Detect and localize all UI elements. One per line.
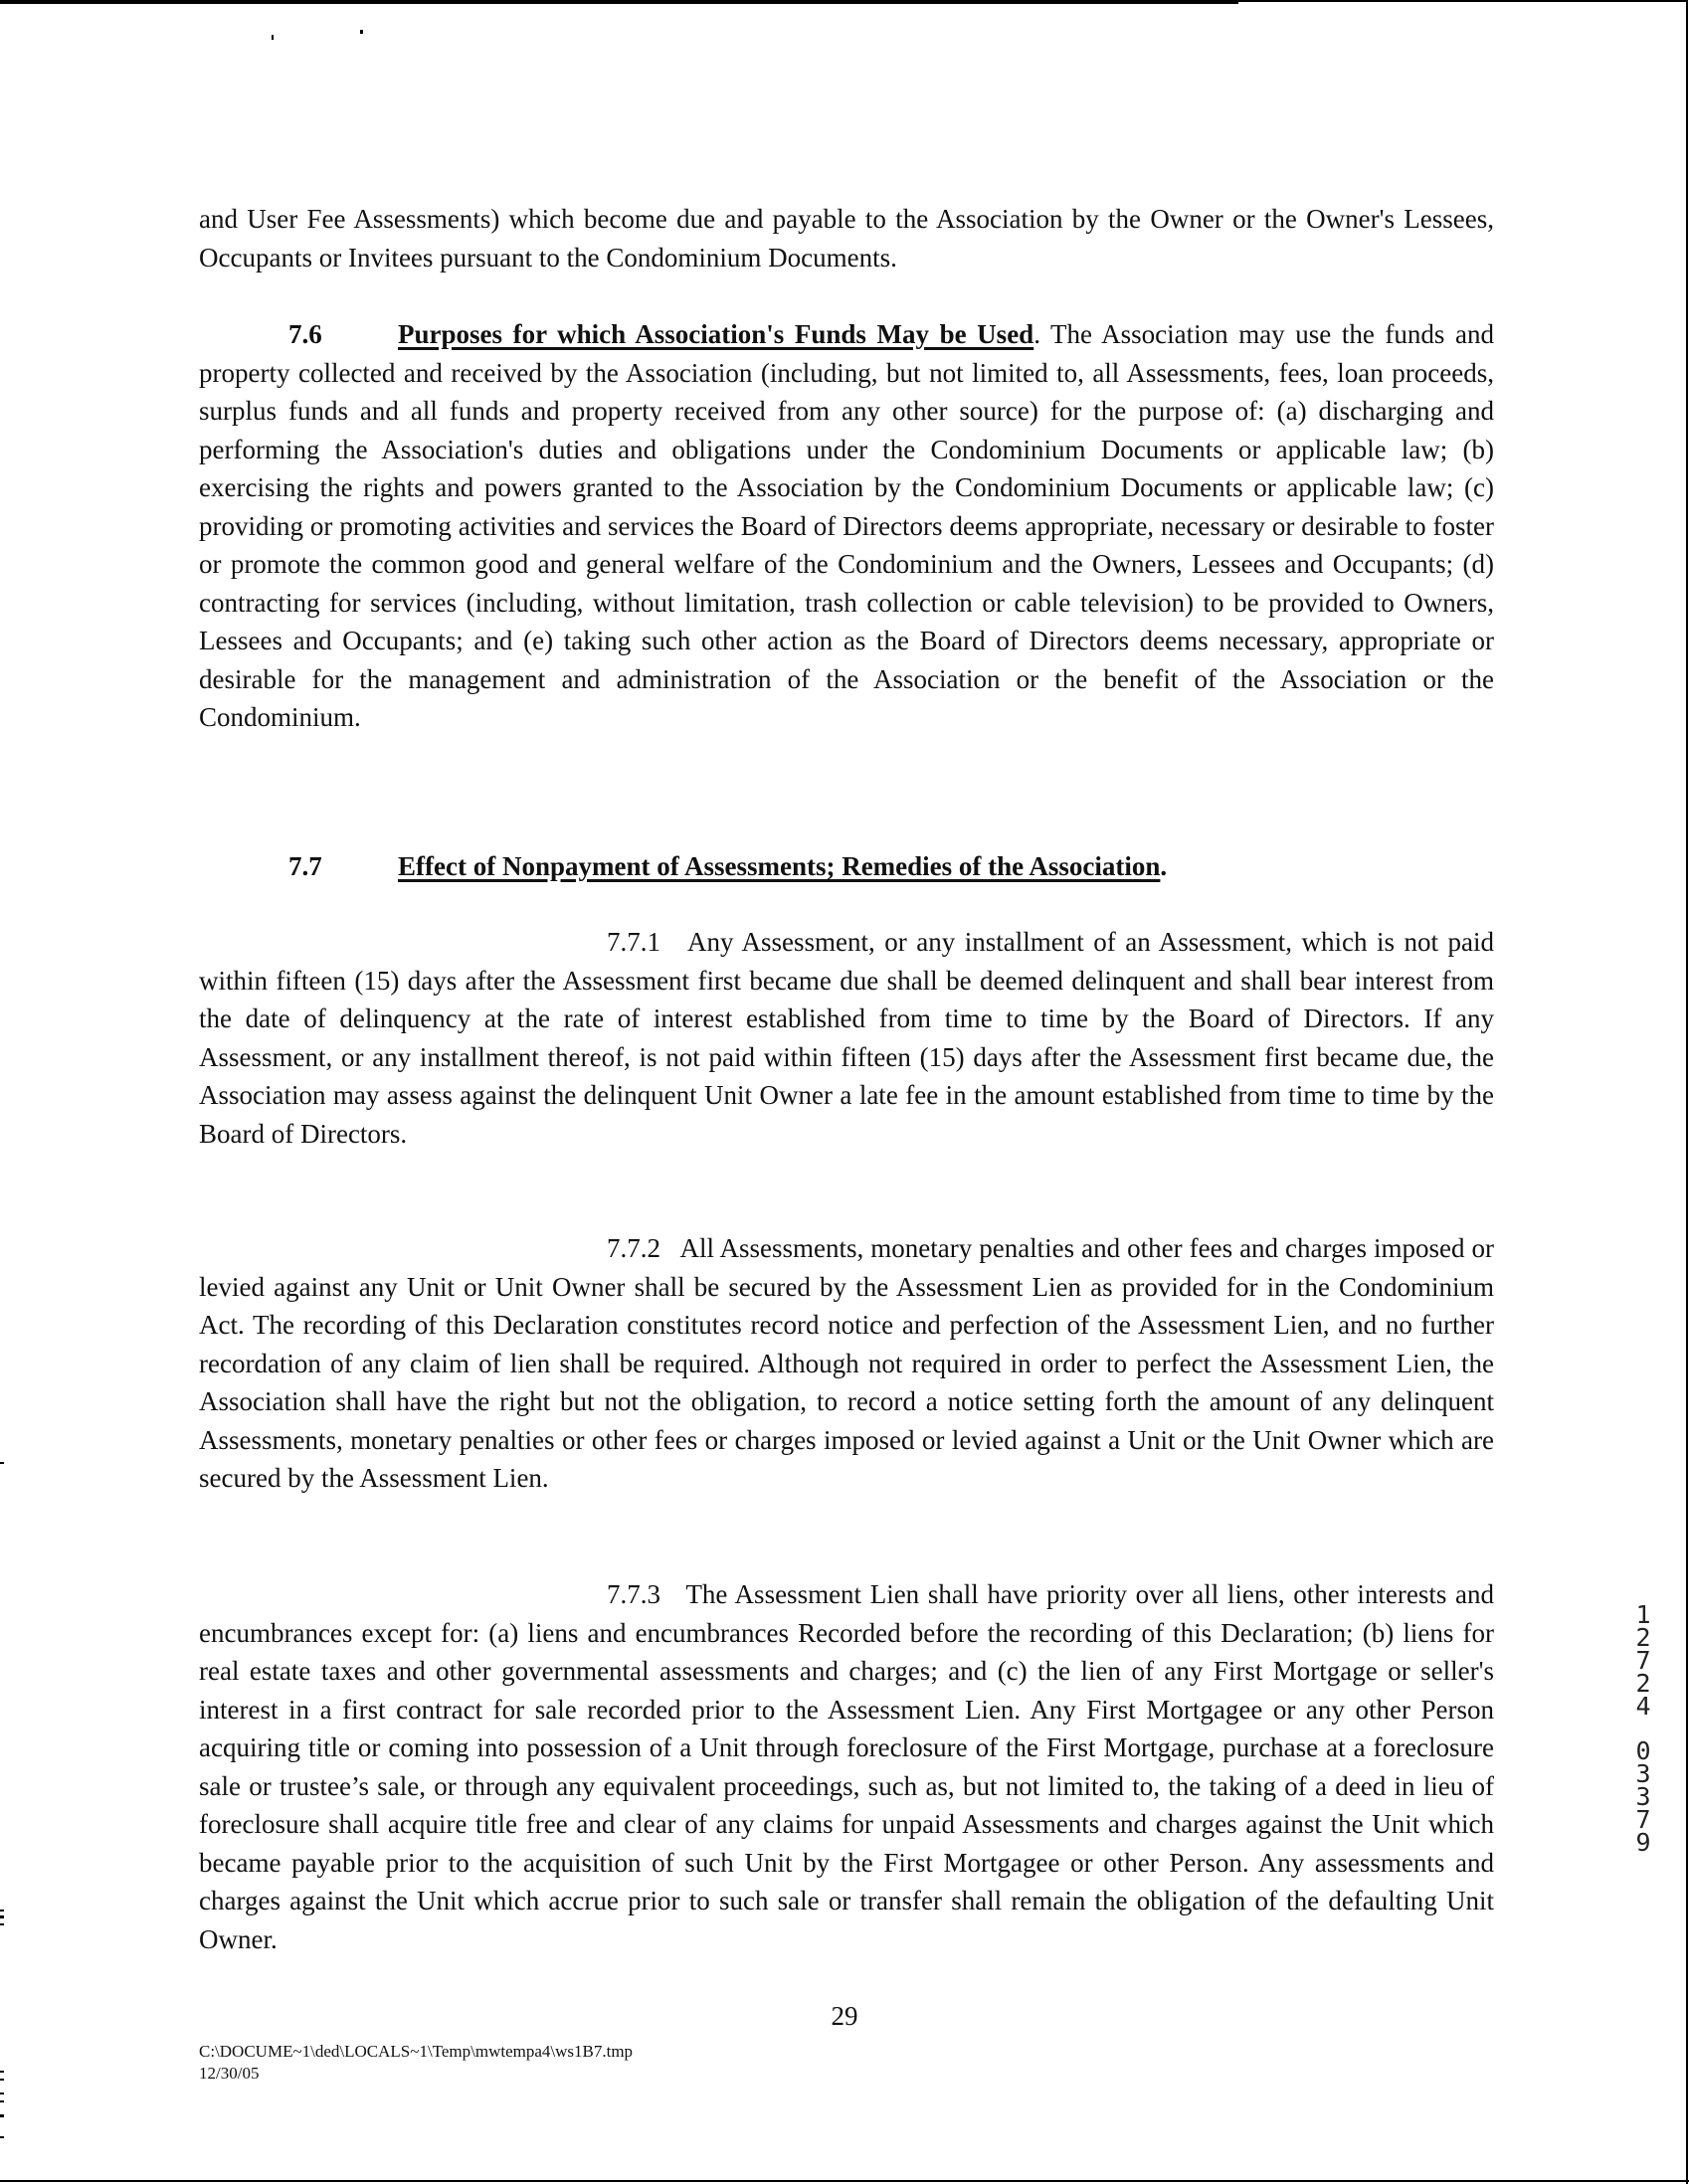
stamp-digit: 1 [1635,1600,1651,1629]
section-7-6-body: The Association may use the funds and property collected and received by the Association (including, but not limited to, all Assessments, fees, loan proceeds, surplus funds and all funds and property received from any other source) for the purpose of: (a) discharging and performing the Association's duties and obligations under the Condominium Documents or applicable law; (b) exercising the rights and powers granted to the Association by the Condominium Documents or applicable law; (c) providing or promoting activities and services the Board of Directors deems appropriate, necessary or desirable to foster or promote the common good and general welfare of the Condominium and the Owners, Lessees and Occupants; (d) contracting for services (including, without limitation, trash collection or cable television) to be provided to Owners, Lessees and Occupants; and (e) taking such other action as the Board of Directors deems necessary, appropriate or desirable for the management and administration of the Association or the benefit of the Association or the Condominium. [199,319,1494,732]
subsection-7-7-2-text: All Assessments, monetary penalties and other fees and charges imposed or levied against any Unit or Unit Owner shall be secured by the Assessment Lien as provided for in the Condominium Act. The recording of this Declaration constitutes record notice and perfection of the Assessment Lien, and no further recordation of any claim of lien shall be required. Although not required in order to perfect the Assessment Lien, the Association shall have the right but not the obligation, to record a notice setting forth the amount of any delinquent Assessments, monetary penalties or other fees or charges imposed or levied against a Unit or the Unit Owner which are secured by the Assessment Lien. [199,1233,1494,1493]
subsection-7-7-3-text: The Assessment Lien shall have priority over all liens, other interests and encumbrances except for: (a) liens and encumbrances Recorded before the recording of this Declaration; (b) liens for real estate taxes and other governmental assessments and charges; and (c) the lien of any First Mortgage or seller's interest in a first contract for sale recorded prior to the Assessment Lien. Any First Mortgagee or any other Person acquiring title or coming into possession of a Unit through foreclosure of the First Mortgage, purchase at a foreclosure sale or trustee’s sale, or through any equivalent proceedings, such as, but not limited to, the taking of a deed in lieu of foreclosure shall acquire title free and clear of any claims for unpaid Assessments and charges against the Unit which became payable prior to the acquisition of such Unit by the First Mortgagee or other Person. Any assessments and charges against the Unit which accrue prior to such sale or transfer shall remain the obligation of the defaulting Unit Owner. [199,1579,1495,1954]
stamp-digit: 4 [1635,1692,1651,1721]
stamp-digit: 7 [1635,1646,1651,1675]
margin-mark [0,2114,4,2117]
section-7-7-title-period: . [1160,851,1168,881]
subsection-7-7-2-number: 7.7.2 [607,1233,660,1263]
stamp-digit: 7 [1635,1805,1651,1834]
section-7-6-title-period: . [1033,319,1040,349]
margin-mark [0,1915,4,1918]
margin-mark [0,2071,4,2073]
stamp-digit: 0 [1635,1736,1651,1765]
stamp-digit: 2 [1635,1669,1651,1698]
intro-paragraph: and User Fee Assessments) which become due and payable to the Association by the Owner or the Owner's Lessees, Occupants or Invitees pursuant to the Condominium Documents. [199,204,1494,273]
margin-mark [0,1462,4,1464]
stamp-digit: 9 [1635,1828,1651,1857]
margin-mark [0,1910,4,1911]
subsection-7-7-3 [199,1575,1494,1958]
section-7-6-title: Purposes for which Association's Funds May be Used [398,319,1034,349]
subsection-7-7-1-number: 7.7.1 [607,927,660,957]
footer-date: 12/30/05 [199,2064,260,2083]
section-7-6-number: 7.6 [288,319,322,349]
scan-speck [272,35,274,40]
margin-mark [0,1923,4,1925]
stamp-digit: 3 [1635,1759,1651,1788]
stamp-digit: 2 [1635,1623,1651,1652]
section-7-7-number: 7.7 [288,851,322,881]
scan-border-top [0,0,1238,4]
footer [199,2041,633,2085]
section-7-6-paragraph [199,315,1494,737]
recording-stamp [1629,1600,1657,1857]
subsection-7-7-1-text: Any Assessment, or any installment of an Assessment, which is not paid within fifteen (15) days after the Assessment first became due shall be deemed delinquent and shall bear interest from the date of delinquency at the rate of interest established from time to time by the Board of Directors. If any Assessment, or any installment thereof, is not paid within fifteen (15) days after the Assessment first became due, the Association may assess against the delinquent Unit Owner a late fee in the amount established from time to time by the Board of Directors. [199,927,1494,1149]
margin-mark [0,2093,4,2094]
scan-speck [360,30,363,34]
section-7-7-heading [398,847,1492,886]
margin-mark [0,2136,4,2138]
scan-border-top-thin [1238,0,1688,2]
subsection-7-7-2 [199,1229,1494,1498]
margin-mark [0,2079,4,2081]
subsection-7-7-3-number: 7.7.3 [607,1579,660,1609]
margin-mark [0,2100,4,2102]
scan-border-bottom [0,2180,1689,2182]
section-7-7-title: Effect of Nonpayment of Assessments; Remedies of the Association [398,851,1161,881]
stamp-digit: 3 [1635,1782,1651,1811]
scan-border-right [1686,0,1688,2184]
page-number: 29 [831,2001,858,2031]
footer-file-path: C:\DOCUME~1\ded\LOCALS~1\Temp\mwtempa4\ws1B7.tmp [199,2042,634,2061]
subsection-7-7-1 [199,923,1494,1153]
